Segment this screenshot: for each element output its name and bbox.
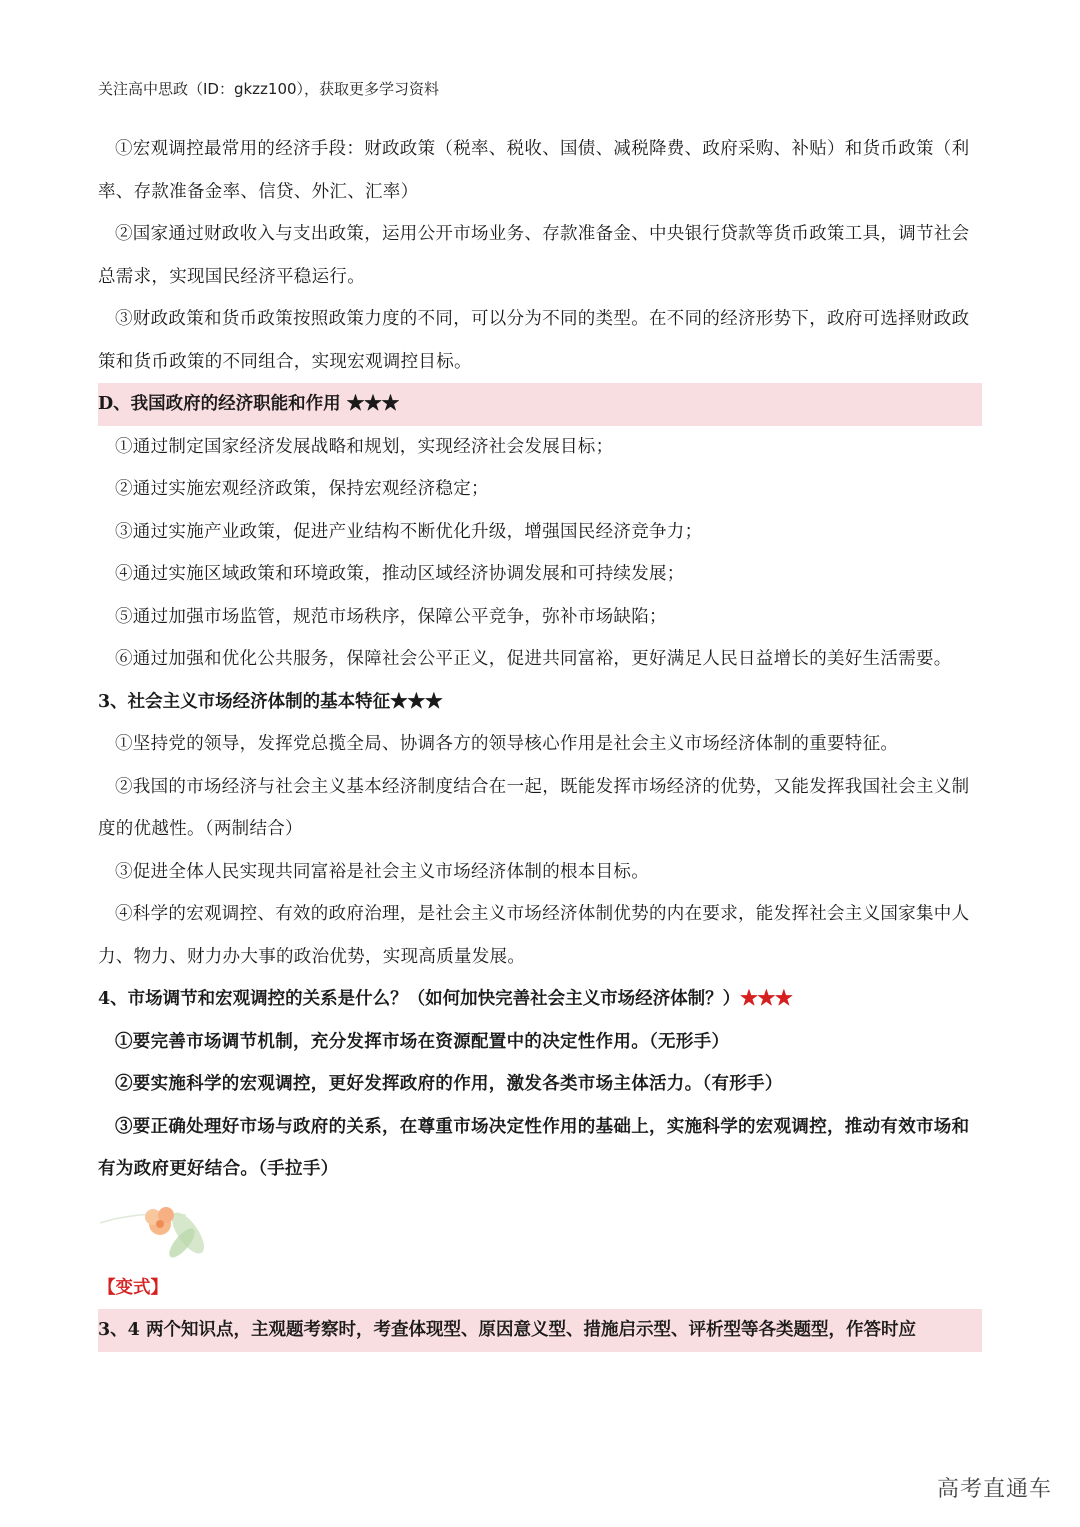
page-header: 关注高中思政（ID：gkzz100），获取更多学习资料 [98, 80, 440, 98]
list-item: ②我国的市场经济与社会主义基本经济制度结合在一起，既能发挥市场经济的优势，又能发挥我国社会主义制度的优越性。（两制结合） [98, 776, 970, 839]
macro-control-means: ①宏观调控最常用的经济手段：财政政策（税率、税收、国债、减税降费、政府采购、补贴）和货币政策（利率、存款准备金率、信贷、外汇、汇率） [98, 139, 970, 202]
list-item: ④科学的宏观调控、有效的政府治理，是社会主义市场经济体制优势的内在要求，能发挥社会主义国家集中人力、物力、财力办大事的政治优势，实现高质量发展。 [98, 904, 970, 967]
variant-label: 【变式】 [98, 1277, 168, 1298]
list-item: ⑤通过加强市场监管，规范市场秩序，保障公平竞争，弥补市场缺陷； [115, 606, 667, 627]
list-item: ①通过制定国家经济发展战略和规划，实现经济社会发展目标； [115, 436, 614, 457]
list-item: ④通过实施区域政策和环境政策，推动区域经济协调发展和可持续发展； [115, 564, 685, 584]
watermark: 高考直通车 [936, 1477, 1052, 1502]
flower-icon [98, 1191, 982, 1267]
section-d-heading: D、我国政府的经济职能和作用 ★★★ [98, 383, 982, 426]
list-item: ②要实施科学的宏观调控，更好发挥政府的作用，激发各类市场主体活力。（有形手） [115, 1074, 783, 1094]
variant-text: 3、4 两个知识点，主观题考察时，考查体现型、原因意义型、措施启示型、评析型等各类题型，作答时应 [98, 1309, 982, 1352]
fiscal-monetary-tools: ②国家通过财政收入与支出政策，运用公开市场业务、存款准备金、中央银行贷款等货币政策工具，调节社会总需求，实现国民经济平稳运行。 [98, 224, 970, 287]
list-item: ①要完善市场调节机制，充分发挥市场在资源配置中的决定性作用。（无形手） [115, 1031, 730, 1052]
list-item: ②通过实施宏观经济政策，保持宏观经济稳定； [115, 479, 489, 499]
list-item: ⑥通过加强和优化公共服务，保障社会公平正义，促进共同富裕，更好满足人民日益增长的美好生活需要。 [115, 649, 952, 669]
list-item: ③通过实施产业政策，促进产业结构不断优化升级，增强国民经济竞争力； [115, 521, 703, 542]
list-item: ③促进全体人民实现共同富裕是社会主义市场经济体制的根本目标。 [115, 861, 649, 882]
document-body [98, 128, 982, 1352]
list-item: ③要正确处理好市场与政府的关系，在尊重市场决定性作用的基础上，实施科学的宏观调控，推动有效市场和有为政府更好结合。（手拉手） [98, 1116, 970, 1179]
section-3-heading: 3、社会主义市场经济体制的基本特征★★★ [98, 691, 443, 712]
list-item: ①坚持党的领导，发挥党总揽全局、协调各方的领导核心作用是社会主义市场经济体制的重要特征。 [115, 734, 899, 754]
section-4-heading [98, 978, 982, 1021]
star-rating: ★★★ [740, 989, 793, 1009]
policy-combination: ③财政政策和货币政策按照政策力度的不同，可以分为不同的类型。在不同的经济形势下，政府可选择财政政策和货币政策的不同组合，实现宏观调控目标。 [98, 309, 970, 372]
section-4-title: 4、市场调节和宏观调控的关系是什么？（如何加快完善社会主义市场经济体制？） [98, 989, 741, 1009]
